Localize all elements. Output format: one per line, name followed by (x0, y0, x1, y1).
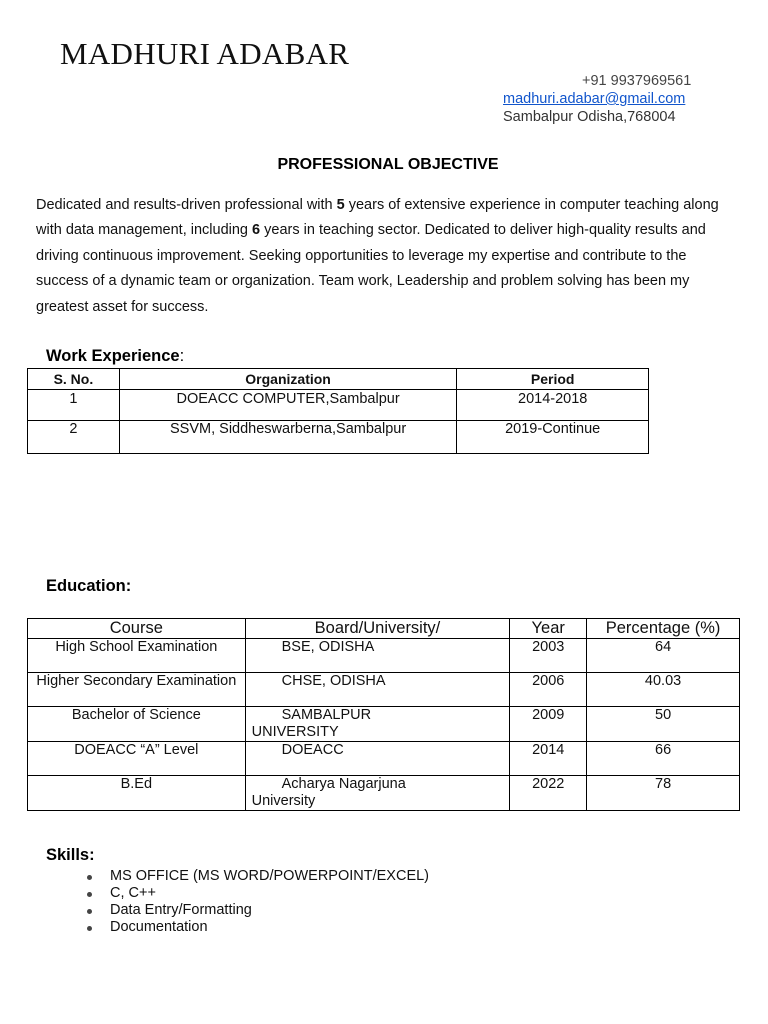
work-title-text: Work Experience (46, 347, 180, 365)
course: Bachelor of Science (28, 707, 246, 742)
email-link[interactable]: madhuri.adabar@gmail.com (503, 91, 686, 107)
serial-number: 1 (28, 390, 120, 421)
table-row (28, 776, 740, 811)
column-header: Percentage (%) (587, 619, 740, 639)
board (245, 776, 510, 811)
percentage: 64 (587, 639, 740, 673)
organization: SSVM, Siddheswarberna,Sambalpur (119, 421, 457, 454)
board-line: CHSE, ODISHA (281, 673, 386, 689)
column-header: Period (457, 369, 649, 390)
list-item: C, C++ (86, 885, 429, 902)
column-header: S. No. (28, 369, 120, 390)
objective-text: years in teaching sector. Dedicated to deliver high-quality results and driving continuous improvement. Seeking opportunities to leverage my expertise and contribute to the success of a dynamic team or organization. Team work, Leadership and problem solving has been my greatest asset for success. (36, 222, 706, 315)
column-header: Course (28, 619, 246, 639)
table-header-row (28, 369, 649, 390)
percentage: 78 (587, 776, 740, 811)
period: 2019-Continue (457, 421, 649, 454)
education-heading: Education: (46, 577, 132, 595)
work-experience-heading (46, 347, 184, 366)
board (245, 707, 510, 742)
year: 2014 (510, 742, 587, 776)
list-item: Data Entry/Formatting (86, 902, 429, 919)
list-item: MS OFFICE (MS WORD/POWERPOINT/EXCEL) (86, 868, 429, 885)
objective-text: Dedicated and results-driven professional with (36, 197, 337, 213)
table-row (28, 707, 740, 742)
column-header: Organization (119, 369, 457, 390)
serial-number: 2 (28, 421, 120, 454)
table-row (28, 421, 649, 454)
percentage: 50 (587, 707, 740, 742)
list-item: Documentation (86, 919, 429, 936)
phone-number: +91 9937969561 (582, 73, 692, 89)
board-line-2: University (251, 793, 316, 809)
table-header-row (28, 619, 740, 639)
work-title-colon: : (179, 347, 185, 365)
year: 2009 (510, 707, 587, 742)
column-header: Year (510, 619, 587, 639)
board-line: DOEACC (281, 742, 344, 758)
course: Higher Secondary Examination (28, 673, 246, 707)
period: 2014-2018 (457, 390, 649, 421)
board (245, 742, 510, 776)
table-row (28, 742, 740, 776)
board-line-2: UNIVERSITY (251, 724, 339, 740)
percentage: 66 (587, 742, 740, 776)
table-row (28, 390, 649, 421)
education-table (27, 618, 740, 811)
objective-text: years of extensive experience in computer teaching along with data management, including (36, 197, 719, 239)
board-line: BSE, ODISHA (281, 639, 375, 655)
work-experience-table (27, 368, 649, 454)
skills-heading: Skills: (46, 846, 95, 864)
course: DOEACC “A” Level (28, 742, 246, 776)
candidate-name: MADHURI ADABAR (60, 36, 350, 71)
table-row (28, 673, 740, 707)
table-row (28, 639, 740, 673)
contact-block (503, 72, 691, 126)
board (245, 639, 510, 673)
address: Sambalpur Odisha,768004 (503, 109, 676, 125)
skills-list (86, 868, 429, 936)
percentage: 40.03 (587, 673, 740, 707)
column-header: Board/University/ (245, 619, 510, 639)
objective-heading: PROFESSIONAL OBJECTIVE (277, 156, 499, 173)
board (245, 673, 510, 707)
objective-paragraph (36, 193, 736, 320)
organization: DOEACC COMPUTER,Sambalpur (119, 390, 457, 421)
course: High School Examination (28, 639, 246, 673)
year: 2003 (510, 639, 587, 673)
board-line: Acharya Nagarjuna (281, 776, 406, 792)
year: 2022 (510, 776, 587, 811)
years-teaching: 6 (252, 222, 261, 239)
board-line: SAMBALPUR (281, 707, 372, 723)
years-experience: 5 (336, 197, 345, 213)
course: B.Ed (28, 776, 246, 811)
year: 2006 (510, 673, 587, 707)
